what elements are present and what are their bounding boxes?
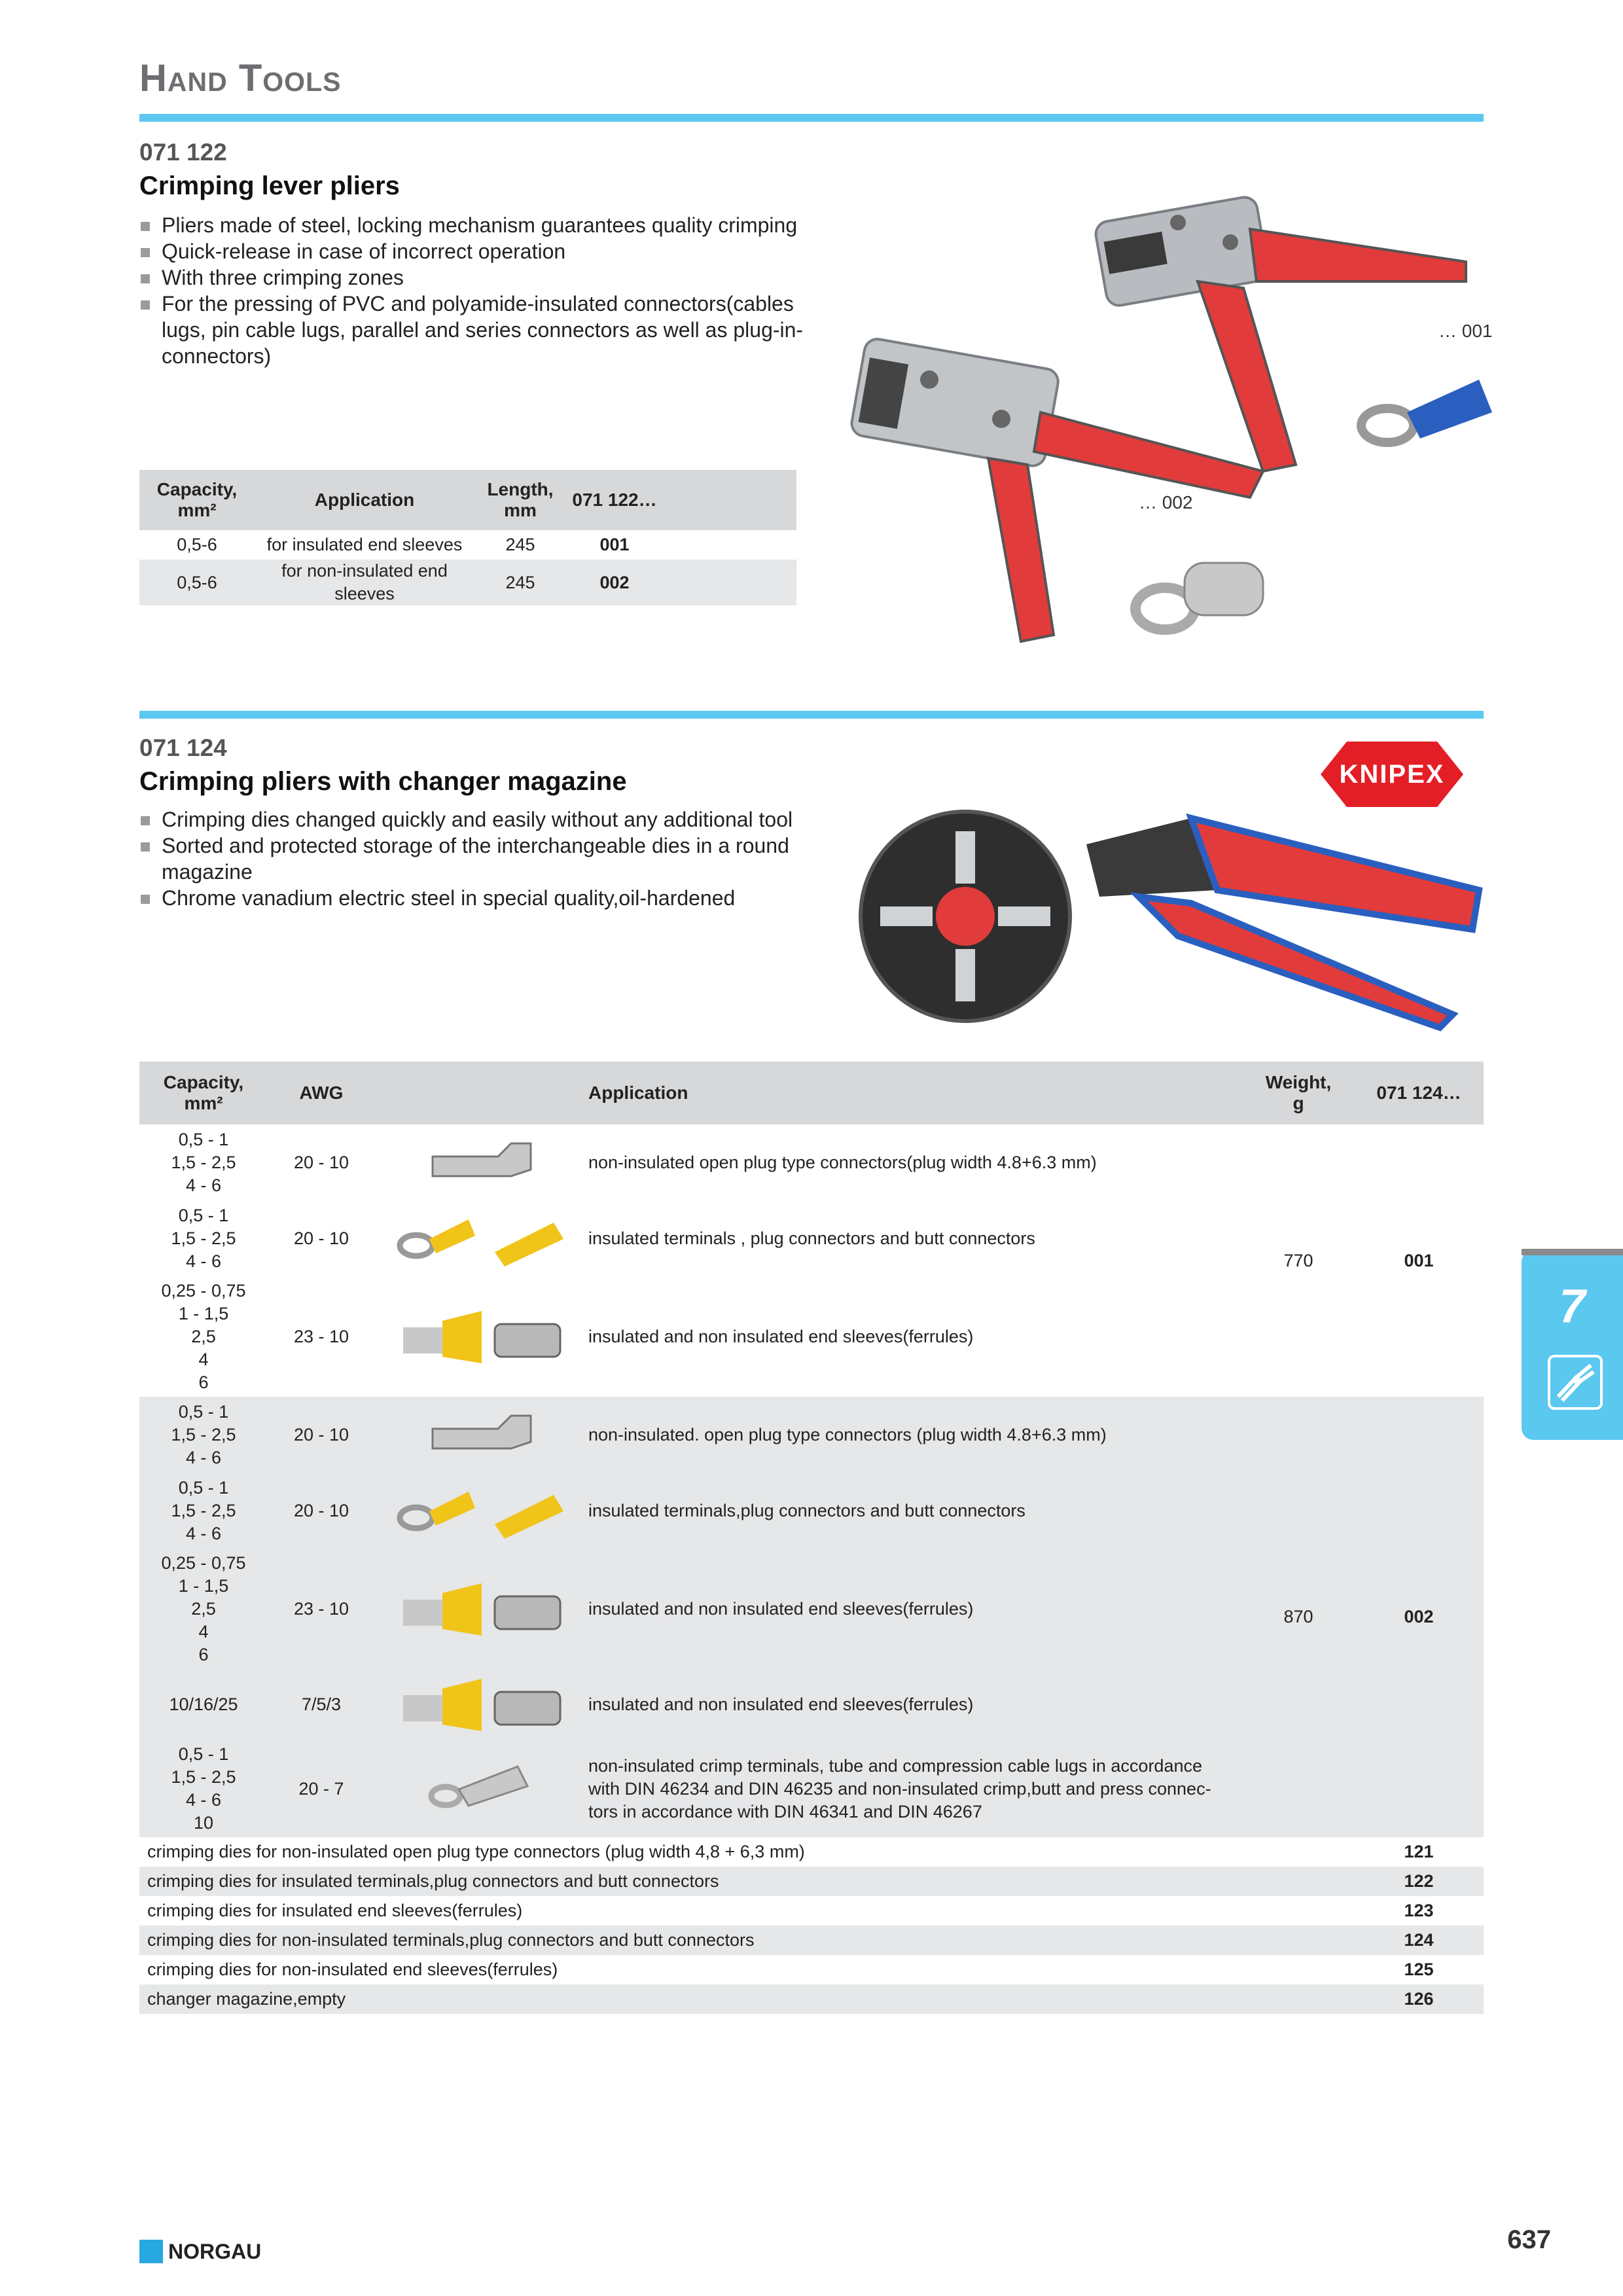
product-code: 071 122 (139, 139, 227, 166)
cell-code: 001 (1404, 1250, 1434, 1270)
cell-awg: 23 - 10 (268, 1549, 375, 1669)
cell-capacity: 0,25 - 0,75 1 - 1,5 2,5 4 6 (161, 1280, 246, 1392)
col-code: 071 124… (1354, 1062, 1484, 1124)
ferrule-icon (375, 1549, 588, 1669)
cell-weight: 770 (1283, 1250, 1313, 1270)
col-capacity: Capacity, mm² (139, 470, 255, 530)
brand-name: NORGAU (168, 2240, 262, 2263)
col-application: Application (588, 1062, 1243, 1124)
col-code: 071 122… (566, 470, 663, 530)
cell-length: 245 (505, 535, 535, 554)
chapter-number: 7 (1559, 1280, 1586, 1333)
table-row (139, 1837, 1484, 1867)
ferrule-icon (375, 1669, 588, 1740)
cell-application: insulated and non insulated end sleeves(ferrules) (588, 1549, 1243, 1669)
section-rule (139, 711, 1484, 719)
col-capacity: Capacity, mm² (139, 1062, 268, 1124)
cell-application: insulated and non insulated end sleeves(ferrules) (588, 1669, 1243, 1740)
feature-list (139, 806, 807, 911)
cell-accessory: crimping dies for non-insulated end sleeves(ferrules) (147, 1960, 558, 1979)
col-application: Application (255, 470, 474, 530)
cell-awg: 23 - 10 (293, 1326, 349, 1346)
cell-capacity: 0,5 - 1 1,5 - 2,5 4 - 6 (171, 1129, 236, 1195)
table-row (139, 560, 796, 605)
cell-capacity: 0,5 - 1 1,5 - 2,5 4 - 6 10 (139, 1740, 268, 1837)
spec-table (139, 470, 796, 605)
chapter-tab-divider (1522, 1249, 1623, 1255)
knipex-logo: KNIPEX (1321, 738, 1463, 810)
flat-plug-connector-icon (375, 1397, 588, 1473)
col-weight: Weight, g (1243, 1062, 1354, 1124)
insulated-terminal-icon (375, 1473, 588, 1549)
cell-capacity: 0,5 - 1 1,5 - 2,5 4 - 6 (171, 1205, 236, 1271)
product-title: Crimping pliers with changer magazine (139, 767, 627, 796)
crimping-lever-pliers-image (851, 177, 1505, 661)
feature-item: Quick-release in case of incorrect operation (139, 238, 807, 264)
cell-code: 121 (1404, 1842, 1434, 1861)
table-row (139, 1926, 1484, 1955)
header-rule (139, 114, 1484, 122)
feature-list (139, 212, 807, 369)
cell-code: 002 (1354, 1397, 1484, 1837)
cell-awg: 20 - 10 (293, 1228, 349, 1248)
page-number: 637 (1507, 2225, 1551, 2254)
cell-code: 123 (1404, 1901, 1434, 1920)
cell-application: for insulated end sleeves (266, 535, 463, 554)
table-row (139, 1955, 1484, 1984)
cell-accessory: crimping dies for non-insulated open plug type connectors (plug width 4,8 + 6,3 mm) (147, 1842, 805, 1861)
cell-capacity: 0,5-6 (139, 560, 255, 605)
crimping-pliers-magazine-image (851, 792, 1492, 1041)
table-row (139, 1124, 1484, 1200)
cell-accessory: crimping dies for non-insulated terminals,plug connectors and butt connectors (139, 1926, 1354, 1955)
cell-code: 124 (1354, 1926, 1484, 1955)
cell-awg: 20 - 10 (268, 1473, 375, 1549)
cell-accessory: changer magazine,empty (139, 1984, 1354, 2014)
feature-item: Pliers made of steel, locking mechanism guarantees quality crimping (139, 212, 807, 238)
feature-item: Crimping dies changed quickly and easily without any additional tool (139, 806, 807, 833)
col-length: Length, mm (474, 470, 566, 530)
product-title: Crimping lever pliers (139, 171, 400, 200)
feature-item: Chrome vanadium electric steel in special quality,oil-hardened (139, 885, 807, 911)
chapter-tab[interactable] (1522, 1250, 1623, 1440)
table-row (139, 1867, 1484, 1896)
cell-application: non-insulated. open plug type connectors (plug width 4.8+6.3 mm) (588, 1397, 1243, 1473)
image-label-001: … 001 (1438, 321, 1493, 341)
cell-application: non-insulated open plug type connectors(plug width 4.8+6.3 mm) (588, 1152, 1097, 1172)
insulated-terminal-icon (375, 1200, 588, 1276)
cell-accessory: crimping dies for insulated end sleeves(ferrules) (147, 1901, 523, 1920)
cell-awg: 20 - 7 (268, 1740, 375, 1837)
cell-application: for non-insulated end sleeves (255, 560, 474, 605)
col-awg: AWG (268, 1062, 375, 1124)
cell-code: 122 (1354, 1867, 1484, 1896)
cell-awg: 20 - 10 (268, 1397, 375, 1473)
page-title: Hand Tools (139, 57, 342, 99)
cell-length: 245 (474, 560, 566, 605)
cell-code: 001 (599, 535, 630, 554)
feature-item: For the pressing of PVC and polyamide-insulated connectors(cables lugs, pin cable lugs, parallel and series connectors as well as plug-in-connectors) (139, 291, 807, 369)
cell-awg: 7/5/3 (268, 1669, 375, 1740)
cell-accessory: crimping dies for insulated terminals,plug connectors and butt connectors (139, 1867, 1354, 1896)
cell-application: insulated and non insulated end sleeves(ferrules) (588, 1326, 974, 1346)
cell-capacity: 0,5-6 (177, 535, 217, 554)
spec-table-changer (139, 1062, 1484, 2014)
table-row (139, 530, 796, 560)
image-label-002: … 002 (1139, 492, 1193, 512)
table-row (139, 1984, 1484, 2014)
cell-application: insulated terminals , plug connectors and butt connectors (588, 1228, 1035, 1248)
cell-application: non-insulated crimp terminals, tube and compression cable lugs in accordance with DIN 46234 and DIN 46235 and non-insulated crimp,butt and press connec-tors in accordance with DIN 46341 and DIN 46267 (588, 1740, 1243, 1837)
brand-logo-square (139, 2240, 163, 2263)
cell-code: 126 (1354, 1984, 1484, 2014)
cable-lug-icon (375, 1740, 588, 1837)
cell-application: insulated terminals,plug connectors and butt connectors (588, 1473, 1243, 1549)
cell-awg: 20 - 10 (293, 1152, 349, 1172)
feature-item: With three crimping zones (139, 264, 807, 291)
product-code: 071 124 (139, 734, 227, 761)
ferrule-icon (375, 1276, 588, 1397)
table-row (139, 1896, 1484, 1926)
table-row (139, 1397, 1484, 1473)
pliers-icon (1548, 1355, 1603, 1410)
flat-plug-connector-icon (375, 1124, 588, 1200)
cell-capacity: 0,5 - 1 1,5 - 2,5 4 - 6 (139, 1473, 268, 1549)
cell-capacity: 10/16/25 (139, 1669, 268, 1740)
cell-capacity: 0,25 - 0,75 1 - 1,5 2,5 4 6 (139, 1549, 268, 1669)
cell-capacity: 0,5 - 1 1,5 - 2,5 4 - 6 (139, 1397, 268, 1473)
cell-code: 002 (566, 560, 663, 605)
cell-weight: 870 (1243, 1397, 1354, 1837)
feature-item: Sorted and protected storage of the interchangeable dies in a round magazine (139, 833, 807, 885)
cell-code: 125 (1404, 1960, 1434, 1979)
